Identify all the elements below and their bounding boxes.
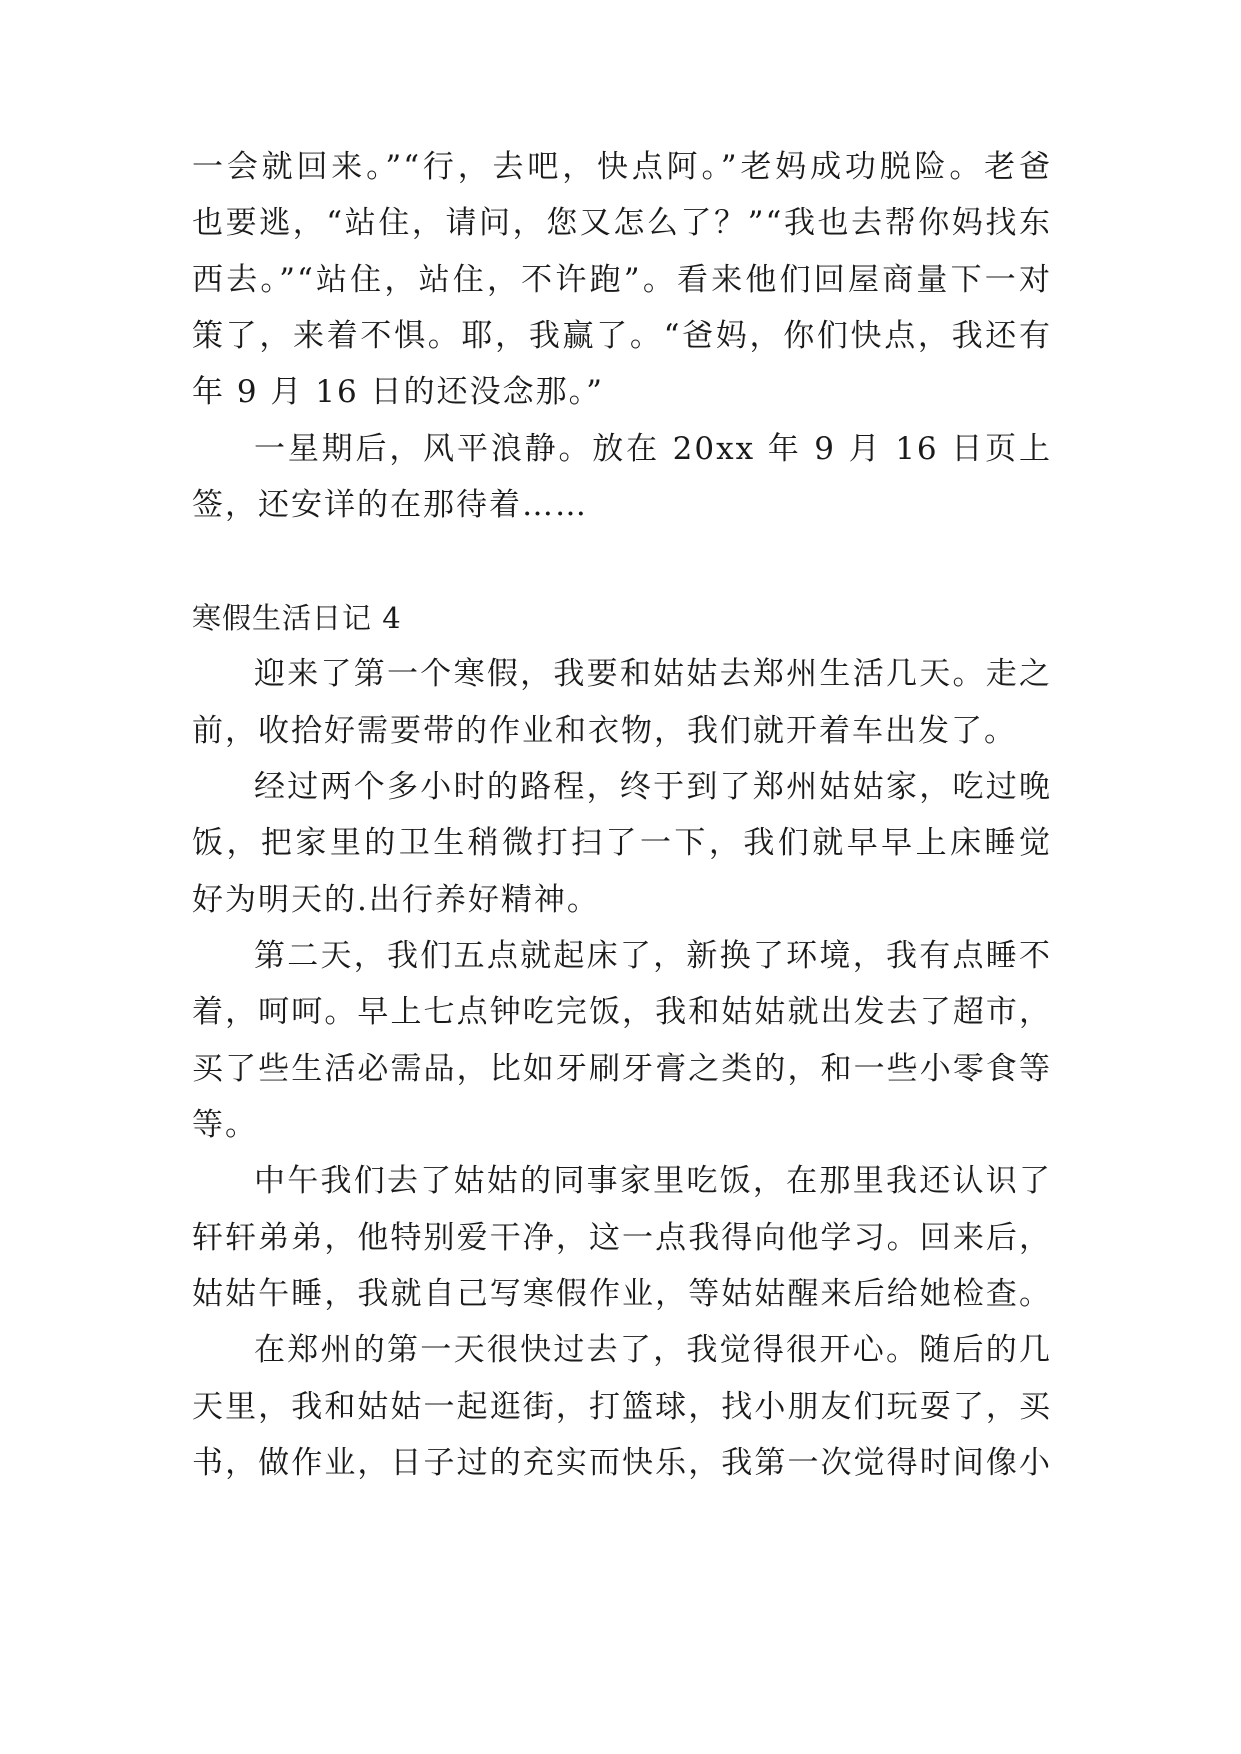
paragraph-line: 西去。”“站住，站住，不许跑”。看来他们回屋商量下一对 bbox=[192, 262, 1052, 298]
paragraph-line: 姑姑午睡，我就自己写寒假作业，等姑姑醒来后给她检查。 bbox=[192, 1276, 1052, 1312]
paragraph-line: 着，呵呵。早上七点钟吃完饭，我和姑姑就出发去了超市， bbox=[192, 994, 1052, 1030]
paragraph-line: 等。 bbox=[192, 1107, 258, 1143]
paragraph-line: 买了些生活必需品，比如牙刷牙膏之类的，和一些小零食等 bbox=[192, 1051, 1052, 1087]
paragraph-line: 一星期后，风平浪静。放在 20xx 年 9 月 16 日页上 bbox=[254, 431, 1052, 467]
paragraph-line: 好为明天的.出行养好精神。 bbox=[192, 882, 600, 918]
paragraph-line: 一会就回来。”“行，去吧，快点阿。”老妈成功脱险。老爸 bbox=[192, 149, 1052, 185]
paragraph-line: 天里，我和姑姑一起逛街，打篮球，找小朋友们玩耍了，买 bbox=[192, 1389, 1052, 1425]
paragraph-line: 年 9 月 16 日的还没念那。” bbox=[192, 374, 604, 410]
paragraph-line: 签，还安详的在那待着…… bbox=[192, 487, 588, 523]
paragraph-line: 书，做作业，日子过的充实而快乐，我第一次觉得时间像小 bbox=[192, 1445, 1052, 1481]
paragraph-line: 在郑州的第一天很快过去了，我觉得很开心。随后的几 bbox=[254, 1332, 1052, 1368]
paragraph-line: 也要逃，“站住，请问，您又怎么了？”“我也去帮你妈找东 bbox=[192, 205, 1052, 241]
paragraph-line: 中午我们去了姑姑的同事家里吃饭，在那里我还认识了 bbox=[254, 1163, 1052, 1199]
paragraph-line: 前，收拾好需要带的作业和衣物，我们就开着车出发了。 bbox=[192, 713, 1017, 749]
paragraph-line: 迎来了第一个寒假，我要和姑姑去郑州生活几天。走之 bbox=[254, 656, 1052, 692]
section-heading: 寒假生活日记 4 bbox=[192, 601, 402, 635]
paragraph-line: 轩轩弟弟，他特别爱干净，这一点我得向他学习。回来后， bbox=[192, 1220, 1052, 1256]
paragraph-line: 饭，把家里的卫生稍微打扫了一下，我们就早早上床睡觉 bbox=[192, 825, 1052, 861]
paragraph-line: 第二天，我们五点就起床了，新换了环境，我有点睡不 bbox=[254, 938, 1052, 974]
paragraph-line: 策了，来着不惧。耶，我赢了。“爸妈，你们快点，我还有 bbox=[192, 318, 1052, 354]
paragraph-line: 经过两个多小时的路程，终于到了郑州姑姑家，吃过晚 bbox=[254, 769, 1052, 805]
